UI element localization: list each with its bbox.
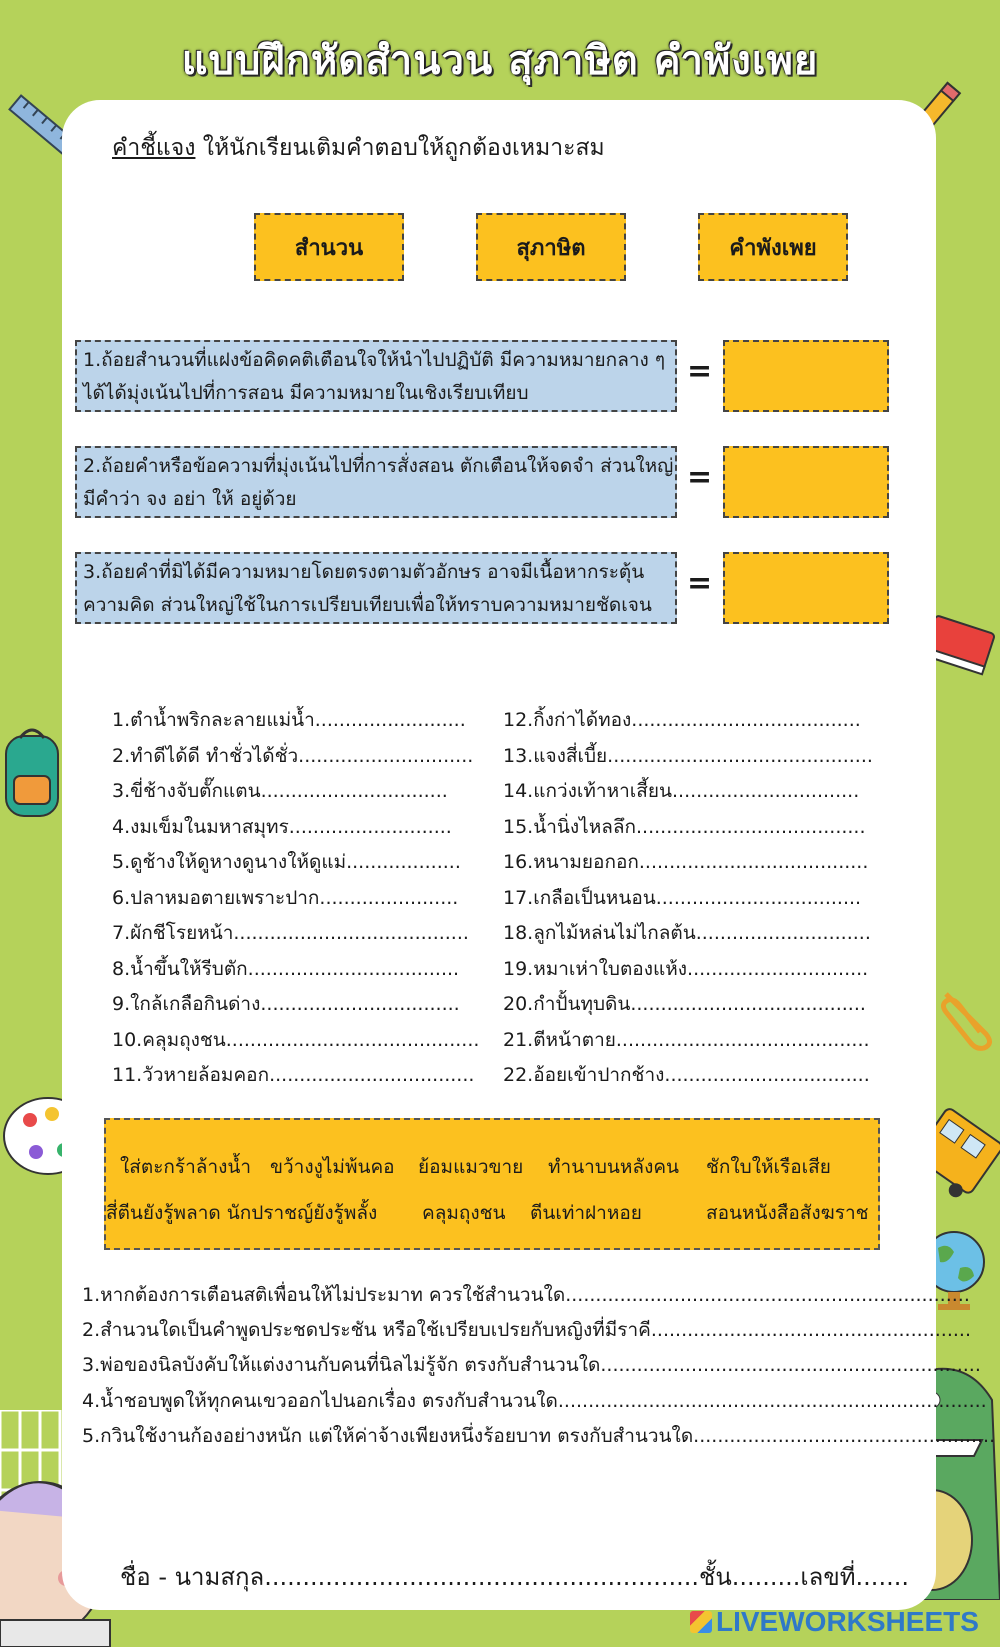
- word-bank: [104, 1118, 880, 1250]
- category-box-proverb[interactable]: สุภาษิต: [476, 213, 626, 281]
- definition-box: [75, 340, 677, 412]
- word-bank-item[interactable]: ชักใบให้เรือเสีย: [706, 1156, 831, 1178]
- question-item[interactable]: 3.พ่อของนิลบังคับให้แต่งงานกับคนที่นิลไม่รู้จัก ตรงกับสำนวนใด...............................................................: [82, 1354, 981, 1376]
- equals-sign: =: [687, 354, 713, 389]
- proverb-item[interactable]: 10.คลุมถุงชน..........................................: [112, 1028, 480, 1051]
- word-bank-item[interactable]: คลุมถุงชน: [422, 1202, 506, 1224]
- definition-line: มีคำว่า จง อย่า ให้ อยู่ด้วย: [83, 488, 297, 510]
- proverb-item[interactable]: 12.กิ้งก่าได้ทอง......................................: [503, 709, 861, 731]
- proverb-item[interactable]: 2.ทำดีได้ดี ทำชั่วได้ชั่ว.............................: [112, 744, 474, 767]
- answer-drop-box[interactable]: [723, 552, 889, 624]
- liveworksheets-logo: [690, 1606, 979, 1638]
- proverb-item[interactable]: 5.ดูช้างให้ดูหางดูนางให้ดูแม่...................: [112, 851, 461, 873]
- question-item[interactable]: 4.น้ำชอบพูดให้ทุกคนเขวออกไปนอกเรื่อง ตรงกับสำนวนใด.......................................................................: [82, 1390, 987, 1412]
- student-name-line[interactable]: ชื่อ - นามสกุล.........................................................ชั้น.........เลขที่.......: [120, 1563, 909, 1591]
- instruction-label: คำชี้แจง: [112, 135, 196, 161]
- word-bank-item[interactable]: สอนหนังสือสังฆราช: [706, 1202, 869, 1224]
- proverb-item[interactable]: 18.ลูกไม้หล่นไม่ไกลต้น.............................: [503, 922, 871, 944]
- proverb-list-right: [503, 705, 873, 1096]
- logo-mark-icon: [690, 1611, 712, 1633]
- word-bank-item[interactable]: ตีนเท่าฝาหอย: [530, 1202, 642, 1224]
- proverb-item[interactable]: 22.อ้อยเข้าปากช้าง..................................: [503, 1064, 870, 1086]
- definition-box: [75, 446, 677, 518]
- question-item[interactable]: 2.สำนวนใดเป็นคำพูดประชดประชัน หรือใช้เปรียบเปรยกับหญิงที่มีราคี.....................................................: [82, 1319, 971, 1341]
- word-bank-item[interactable]: สี่ตีนยังรู้พลาด นักปราชญ์ยังรู้พลั้ง: [106, 1202, 378, 1224]
- category-box-saying[interactable]: คำพังเพย: [698, 213, 848, 281]
- definition-box: [75, 552, 677, 624]
- proverb-item[interactable]: 19.หมาเห่าใบตองแห้ง..............................: [503, 957, 869, 980]
- proverb-item[interactable]: 6.ปลาหมอตายเพราะปาก.......................: [112, 886, 459, 909]
- definition-row: [75, 552, 895, 624]
- instruction-text: ให้นักเรียนเติมคำตอบให้ถูกต้องเหมาะสม: [195, 135, 605, 161]
- word-bank-item[interactable]: ใส่ตะกร้าล้างน้ำ: [120, 1156, 252, 1178]
- proverb-item[interactable]: 4.งมเข็มในมหาสมุทร...........................: [112, 815, 452, 838]
- definition-line: 1.ถ้อยสำนวนที่แฝงข้อคิดคติเตือนใจให้นำไปปฏิบัติ มีความหมายกลาง ๆ: [83, 349, 666, 371]
- word-bank-item[interactable]: ขว้างงูไม่พ้นคอ: [270, 1156, 395, 1178]
- proverb-item[interactable]: 8.น้ำขึ้นให้รีบตัก...................................: [112, 957, 460, 980]
- question-item[interactable]: 5.กวินใช้งานก้องอย่างหนัก แต่ให้ค่าจ้างเพียงหนึ่งร้อยบาท ตรงกับสำนวนใด..................................................: [82, 1425, 996, 1447]
- equals-sign: =: [687, 460, 713, 495]
- backpack-icon: [0, 722, 66, 822]
- definition-row: [75, 340, 895, 412]
- instruction: [112, 130, 605, 166]
- proverb-item[interactable]: 17.เกลือเป็นหนอน..................................: [503, 886, 862, 909]
- proverb-list-left: [112, 705, 479, 1096]
- definition-line: 3.ถ้อยคำที่มิได้มีความหมายโดยตรงตามตัวอักษร อาจมีเนื้อหากระตุ้น: [83, 561, 645, 583]
- proverb-item[interactable]: 14.แกว่งเท้าหาเสี้ยน...............................: [503, 780, 860, 802]
- paperclip-icon: [936, 984, 1000, 1054]
- definition-line: 2.ถ้อยคำหรือข้อความที่มุ่งเน้นไปที่การสั่งสอน ตักเตือนให้จดจำ ส่วนใหญ่: [83, 455, 674, 477]
- proverb-item[interactable]: 9.ใกล้เกลือกินด่าง.................................: [112, 993, 460, 1015]
- proverb-item[interactable]: 1.ตำน้ำพริกละลายแม่น้ำ.........................: [112, 709, 466, 731]
- proverb-item[interactable]: 11.วัวหายล้อมคอก..................................: [112, 1064, 475, 1086]
- proverb-item[interactable]: 15.น้ำนิ่งไหลลึก......................................: [503, 815, 866, 838]
- answer-drop-box[interactable]: [723, 446, 889, 518]
- proverb-item[interactable]: 3.ขี่ช้างจับตั๊กแตน...............................: [112, 780, 448, 802]
- equals-sign: =: [687, 566, 713, 601]
- proverb-item[interactable]: 20.กำปั้นทุบดิน.......................................: [503, 993, 866, 1015]
- category-box-idiom[interactable]: สำนวน: [254, 213, 404, 281]
- question-item[interactable]: 1.หากต้องการเตือนสติเพื่อนให้ไม่ประมาท ควรใช้สำนวนใด...................................................................: [82, 1284, 970, 1306]
- definition-line: ได้ได้มุ่งเน้นไปที่การสอน มีความหมายในเชิงเรียบเทียบ: [83, 382, 529, 404]
- proverb-item[interactable]: 13.แจงสี่เบี้ย............................................: [503, 744, 873, 767]
- worksheet-title: แบบฝึกหัดสำนวน สุภาษิต คำพังเพย: [181, 38, 819, 84]
- answer-drop-box[interactable]: [723, 340, 889, 412]
- proverb-item[interactable]: 21.ตีหน้าตาย..........................................: [503, 1028, 870, 1051]
- definition-line: ความคิด ส่วนใหญ่ใช้ในการเปรียบเทียบเพื่อให้ทราบความหมายชัดเจน: [83, 594, 652, 616]
- proverb-item[interactable]: 7.ผักชีโรยหน้า.......................................: [112, 922, 469, 944]
- watermark-text: LIVEWORKSHEETS: [716, 1606, 979, 1637]
- word-bank-item[interactable]: ทำนาบนหลังคน: [548, 1156, 680, 1178]
- proverb-item[interactable]: 16.หนามยอกอก......................................: [503, 851, 869, 873]
- word-bank-item[interactable]: ย้อมแมวขาย: [418, 1156, 524, 1178]
- definition-row: [75, 446, 895, 518]
